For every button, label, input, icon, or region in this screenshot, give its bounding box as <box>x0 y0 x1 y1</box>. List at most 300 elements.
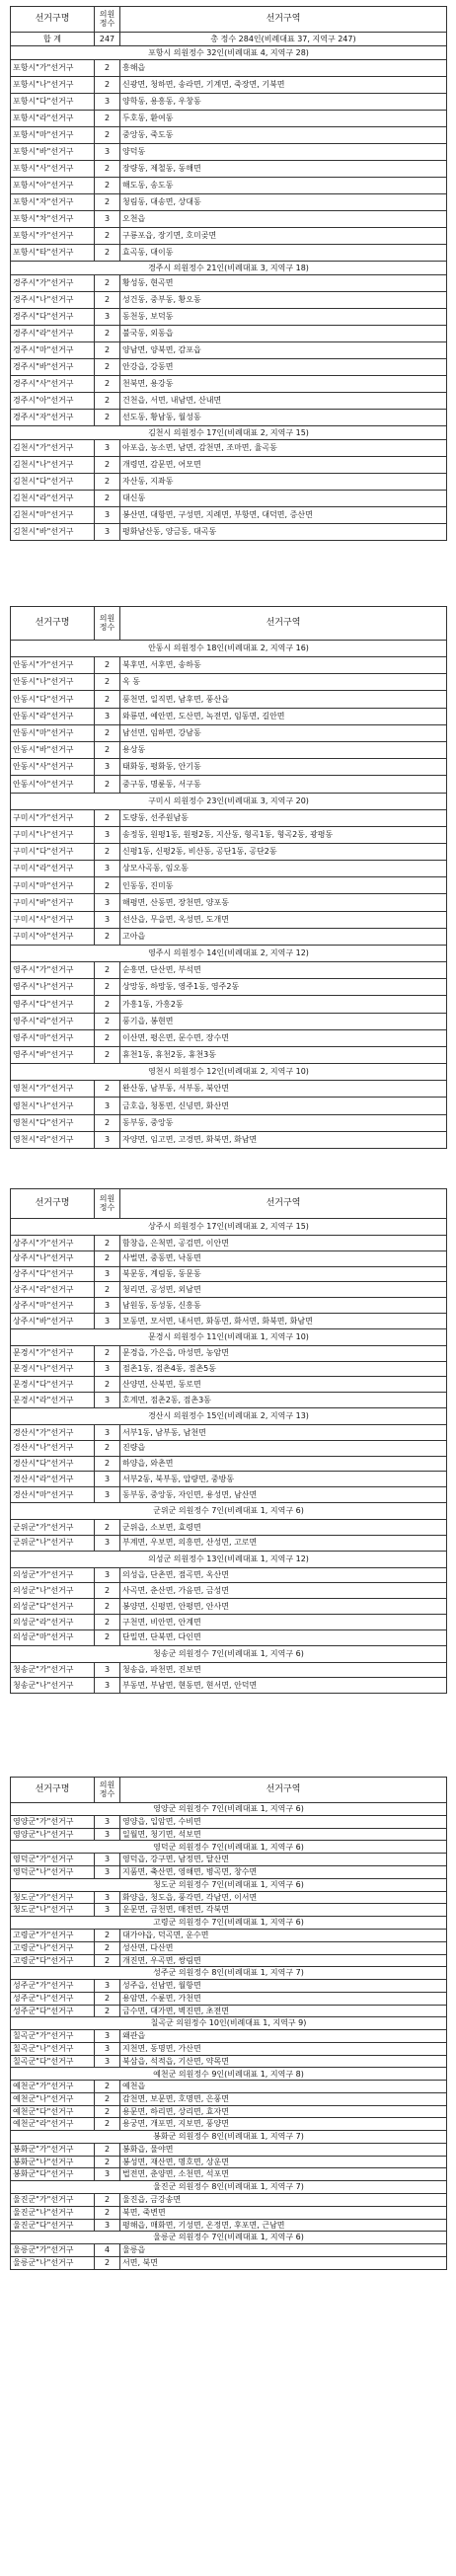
section-title: 상주시 의원정수 17인(비례대표 2, 지역구 15) <box>11 1219 447 1236</box>
table-row <box>11 440 447 457</box>
district-area: 지품면, 축산면, 영해면, 병곡면, 창수면 <box>120 1866 447 1879</box>
table-row <box>11 144 447 161</box>
table-row <box>11 1980 447 1993</box>
section-title: 예천군 의원정수 9인(비례대표 1, 지역구 8) <box>11 2068 447 2081</box>
district-name: 영주시"가"선거구 <box>11 962 95 979</box>
seat-count: 3 <box>95 1904 120 1917</box>
table-row <box>11 809 447 826</box>
header-seat-count: 의원정수 <box>95 1189 120 1219</box>
table-row <box>11 2118 447 2131</box>
table-row <box>11 979 447 996</box>
table-row <box>11 1930 447 1942</box>
table-row <box>11 1678 447 1694</box>
district-name: 김천시"라"선거구 <box>11 491 95 507</box>
seat-count: 3 <box>95 309 120 326</box>
table-row <box>11 1472 447 1487</box>
seat-count: 2 <box>95 245 120 262</box>
seat-count: 3 <box>95 1098 120 1114</box>
district-area: 용상동 <box>120 741 447 758</box>
district-area: 상망동, 하망동, 영주1동, 영주2동 <box>120 979 447 996</box>
section-row <box>11 1551 447 1567</box>
district-name: 포항시"다"선거구 <box>11 94 95 111</box>
table-row <box>11 877 447 894</box>
seat-count: 2 <box>95 60 120 77</box>
section-row <box>11 1645 447 1662</box>
section-row <box>11 641 447 657</box>
table-row <box>11 1298 447 1314</box>
district-area: 신평1동, 신평2동, 비산동, 공단1동, 공단2동 <box>120 843 447 860</box>
table-row <box>11 1941 447 1954</box>
table-row <box>11 962 447 979</box>
section-row <box>11 946 447 962</box>
district-area: 자산동, 지좌동 <box>120 474 447 491</box>
district-name: 경산시"마"선거구 <box>11 1487 95 1503</box>
district-area: 고아읍 <box>120 928 447 945</box>
table-row <box>11 1816 447 1829</box>
district-name: 의성군"가"선거구 <box>11 1567 95 1583</box>
header-district-area: 선거구역 <box>120 7 447 33</box>
district-area: 양덕동 <box>120 144 447 161</box>
district-name: 성주군"가"선거구 <box>11 1980 95 1993</box>
table-row <box>11 911 447 928</box>
district-area: 하양읍, 와촌면 <box>120 1456 447 1472</box>
seat-count: 2 <box>95 1236 120 1251</box>
district-name: 포항시"카"선거구 <box>11 228 95 245</box>
district-name: 포항시"나"선거구 <box>11 77 95 94</box>
district-name: 고령군"가"선거구 <box>11 1930 95 1942</box>
district-area: 진량읍 <box>120 1440 447 1456</box>
seat-count: 3 <box>95 2219 120 2232</box>
district-name: 경산시"다"선거구 <box>11 1456 95 1472</box>
district-area: 안강읍, 강동면 <box>120 359 447 376</box>
table-row <box>11 1662 447 1678</box>
seat-count: 2 <box>95 1456 120 1472</box>
section-title: 성주군 의원정수 8인(비례대표 1, 지역구 7) <box>11 1967 447 1980</box>
table-row <box>11 2194 447 2207</box>
section-title: 경주시 의원정수 21인(비례대표 3, 지역구 18) <box>11 262 447 275</box>
table-row <box>11 1904 447 1917</box>
table-row <box>11 524 447 541</box>
seat-count: 3 <box>95 708 120 724</box>
district-area: 평화남산동, 양금동, 대곡동 <box>120 524 447 541</box>
section-row <box>11 2232 447 2244</box>
table-row <box>11 724 447 741</box>
seat-count: 3 <box>95 1131 120 1148</box>
table-row <box>11 776 447 793</box>
district-name: 봉화군"나"선거구 <box>11 2156 95 2168</box>
summary-text: 총 정수 284인(비례대표 37, 지역구 247) <box>120 33 447 46</box>
district-name: 울릉군"나"선거구 <box>11 2256 95 2269</box>
header-seat-count: 의원정수 <box>95 1778 120 1803</box>
district-area: 신광면, 청하면, 송라면, 기계면, 죽장면, 기북면 <box>120 77 447 94</box>
section-row <box>11 2131 447 2144</box>
seat-count: 3 <box>95 1854 120 1866</box>
district-area: 성주읍, 선남면, 월항면 <box>120 1980 447 1993</box>
district-area: 서부1동, 남부동, 남천면 <box>120 1424 447 1440</box>
district-name: 포항시"라"선거구 <box>11 111 95 127</box>
table-row <box>11 127 447 144</box>
seat-count: 2 <box>95 1282 120 1298</box>
header-row <box>11 607 447 641</box>
seat-count: 2 <box>95 161 120 178</box>
seat-count: 2 <box>95 2256 120 2269</box>
district-area: 순흥면, 단산면, 부석면 <box>120 962 447 979</box>
seat-count: 2 <box>95 275 120 292</box>
table-row <box>11 1361 447 1377</box>
district-name: 상주시"나"선거구 <box>11 1250 95 1266</box>
section-title: 울진군 의원정수 8인(비례대표 1, 지역구 7) <box>11 2181 447 2194</box>
district-name: 포항시"차"선거구 <box>11 211 95 228</box>
table-row <box>11 759 447 776</box>
district-area: 동천동, 보덕동 <box>120 309 447 326</box>
section-row <box>11 46 447 60</box>
seat-count: 3 <box>95 911 120 928</box>
table-row <box>11 674 447 691</box>
table-row <box>11 211 447 228</box>
seat-count: 2 <box>95 1013 120 1029</box>
seat-count: 2 <box>95 2118 120 2131</box>
district-area: 모동면, 모서면, 내서면, 화동면, 화서면, 화북면, 화남면 <box>120 1313 447 1328</box>
section-title: 청송군 의원정수 7인(비례대표 1, 지역구 6) <box>11 1645 447 1662</box>
seat-count: 4 <box>95 2244 120 2257</box>
table-row <box>11 1583 447 1599</box>
district-area: 군위읍, 소보면, 효령면 <box>120 1519 447 1535</box>
district-area: 함창읍, 은척면, 공검면, 이안면 <box>120 1236 447 1251</box>
district-area: 부동면, 부남면, 현동면, 현서면, 안덕면 <box>120 1678 447 1694</box>
district-name: 안동시"바"선거구 <box>11 741 95 758</box>
district-name: 구미시"다"선거구 <box>11 843 95 860</box>
district-name: 김천시"다"선거구 <box>11 474 95 491</box>
district-area: 중구동, 명륜동, 서구동 <box>120 776 447 793</box>
district-area: 북면, 죽변면 <box>120 2206 447 2219</box>
summary-label: 합 계 <box>11 33 95 46</box>
seat-count: 2 <box>95 1440 120 1456</box>
district-name: 경주시"나"선거구 <box>11 292 95 309</box>
district-name: 군위군"가"선거구 <box>11 1519 95 1535</box>
district-area: 용궁면, 개포면, 지보면, 풍양면 <box>120 2118 447 2131</box>
section-title: 김천시 의원정수 17인(비례대표 2, 지역구 15) <box>11 426 447 440</box>
district-table-3 <box>10 1188 446 1694</box>
seat-count: 2 <box>95 1114 120 1131</box>
district-area: 청림동, 대송면, 상대동 <box>120 194 447 211</box>
district-area: 해평면, 산동면, 장천면, 양포동 <box>120 894 447 911</box>
table-row <box>11 2206 447 2219</box>
district-name: 경주시"가"선거구 <box>11 275 95 292</box>
seat-count: 2 <box>95 457 120 474</box>
section-row <box>11 1841 447 1854</box>
district-name: 울릉군"가"선거구 <box>11 2244 95 2257</box>
district-area: 점촌1동, 점촌4동, 점촌5동 <box>120 1361 447 1377</box>
district-name: 김천시"마"선거구 <box>11 507 95 524</box>
seat-count: 3 <box>95 1266 120 1282</box>
district-name: 안동시"사"선거구 <box>11 759 95 776</box>
seat-count: 2 <box>95 491 120 507</box>
table-row <box>11 1081 447 1098</box>
district-name: 울진군"가"선거구 <box>11 2194 95 2207</box>
section-title: 문경시 의원정수 11인(비례대표 1, 지역구 10) <box>11 1328 447 1345</box>
district-area: 사벌면, 중동면, 낙동면 <box>120 1250 447 1266</box>
table-row <box>11 359 447 376</box>
district-name: 영천시"나"선거구 <box>11 1098 95 1114</box>
section-title: 영덕군 의원정수 7인(비례대표 1, 지역구 6) <box>11 1841 447 1854</box>
district-name: 예천군"라"선거구 <box>11 2118 95 2131</box>
table-row <box>11 2256 447 2269</box>
seat-count: 2 <box>95 691 120 708</box>
seat-count: 3 <box>95 2168 120 2181</box>
seat-count: 2 <box>95 1941 120 1954</box>
district-area: 동부동, 중앙동, 자인면, 용성면, 남산면 <box>120 1487 447 1503</box>
district-name: 고령군"나"선거구 <box>11 1941 95 1954</box>
table-row <box>11 1440 447 1456</box>
table-row <box>11 194 447 211</box>
table-row <box>11 1266 447 1282</box>
table-row <box>11 1131 447 1148</box>
table-row <box>11 1992 447 2005</box>
seat-count: 3 <box>95 1487 120 1503</box>
district-name: 청도군"나"선거구 <box>11 1904 95 1917</box>
district-name: 구미시"아"선거구 <box>11 928 95 945</box>
district-area: 호계면, 점촌2동, 점촌3동 <box>120 1393 447 1408</box>
seat-count: 3 <box>95 1662 120 1678</box>
section-row <box>11 1917 447 1930</box>
seat-count: 2 <box>95 1029 120 1046</box>
section-title: 영양군 의원정수 7인(비례대표 1, 지역구 6) <box>11 1803 447 1816</box>
table-row <box>11 491 447 507</box>
table-row <box>11 1377 447 1393</box>
table-row <box>11 94 447 111</box>
table-row <box>11 2005 447 2017</box>
district-name: 경주시"마"선거구 <box>11 342 95 359</box>
district-area: 태화동, 평화동, 안기동 <box>120 759 447 776</box>
section-row <box>11 1328 447 1345</box>
district-grid <box>10 606 447 1149</box>
district-area: 풍천면, 일직면, 남후면, 풍산읍 <box>120 691 447 708</box>
district-area: 북삼읍, 석적읍, 기산면, 약목면 <box>120 2055 447 2068</box>
seat-count: 2 <box>95 724 120 741</box>
district-area: 영덕읍, 강구면, 남정면, 달산면 <box>120 1854 447 1866</box>
district-table-1 <box>10 6 446 541</box>
district-area: 천북면, 용강동 <box>120 376 447 393</box>
district-area: 대가야읍, 덕곡면, 운수면 <box>120 1930 447 1942</box>
table-row <box>11 1519 447 1535</box>
seat-count: 2 <box>95 2105 120 2118</box>
seat-count: 2 <box>95 178 120 194</box>
table-row <box>11 77 447 94</box>
district-name: 청송군"가"선거구 <box>11 1662 95 1678</box>
district-name: 예천군"나"선거구 <box>11 2093 95 2106</box>
table-row <box>11 2144 447 2157</box>
table-row <box>11 2219 447 2232</box>
district-area: 중앙동, 죽도동 <box>120 127 447 144</box>
district-area: 부계면, 우보면, 의흥면, 산성면, 고로면 <box>120 1535 447 1551</box>
district-name: 칠곡군"나"선거구 <box>11 2042 95 2055</box>
district-area: 북문동, 계림동, 동문동 <box>120 1266 447 1282</box>
seat-count: 3 <box>95 144 120 161</box>
table-row <box>11 1393 447 1408</box>
seat-count: 2 <box>95 657 120 674</box>
section-title: 청도군 의원정수 7인(비례대표 1, 지역구 6) <box>11 1878 447 1891</box>
district-name: 봉화군"다"선거구 <box>11 2168 95 2181</box>
table-row <box>11 2093 447 2106</box>
table-row <box>11 1854 447 1866</box>
seat-count: 2 <box>95 342 120 359</box>
district-area: 두호동, 환여동 <box>120 111 447 127</box>
district-area: 옥 동 <box>120 674 447 691</box>
seat-count: 2 <box>95 996 120 1013</box>
table-row <box>11 861 447 877</box>
seat-count: 3 <box>95 1828 120 1841</box>
seat-count: 3 <box>95 1980 120 1993</box>
seat-count: 2 <box>95 1046 120 1063</box>
seat-count: 2 <box>95 928 120 945</box>
district-area: 건천읍, 서면, 내남면, 산내면 <box>120 393 447 410</box>
district-name: 포항시"사"선거구 <box>11 161 95 178</box>
table-row <box>11 1954 447 1967</box>
district-name: 청도군"가"선거구 <box>11 1891 95 1904</box>
district-name: 청송군"나"선거구 <box>11 1678 95 1694</box>
seat-count: 2 <box>95 2144 120 2157</box>
district-area: 일월면, 청기면, 석보면 <box>120 1828 447 1841</box>
seat-count: 3 <box>95 440 120 457</box>
district-name: 포항시"바"선거구 <box>11 144 95 161</box>
district-name: 경주시"자"선거구 <box>11 410 95 426</box>
seat-count: 2 <box>95 2005 120 2017</box>
district-name: 의성군"마"선거구 <box>11 1629 95 1645</box>
district-area: 가흥1동, 가흥2동 <box>120 996 447 1013</box>
district-name: 경산시"라"선거구 <box>11 1472 95 1487</box>
seat-count: 2 <box>95 1345 120 1361</box>
district-area: 평해읍, 매화면, 기성면, 온정면, 후포면, 근남면 <box>120 2219 447 2232</box>
section-row <box>11 262 447 275</box>
district-area: 오천읍 <box>120 211 447 228</box>
district-name: 문경시"라"선거구 <box>11 1393 95 1408</box>
header-seat-count: 의원정수 <box>95 607 120 641</box>
district-name: 안동시"마"선거구 <box>11 724 95 741</box>
seat-count: 3 <box>95 94 120 111</box>
district-name: 포항시"마"선거구 <box>11 127 95 144</box>
table-row <box>11 1345 447 1361</box>
district-name: 포항시"가"선거구 <box>11 60 95 77</box>
district-name: 영양군"가"선거구 <box>11 1816 95 1829</box>
district-name: 안동시"다"선거구 <box>11 691 95 708</box>
seat-count: 2 <box>95 2206 120 2219</box>
district-area: 흥해읍 <box>120 60 447 77</box>
section-row <box>11 1064 447 1081</box>
district-area: 와룡면, 예안면, 도산면, 녹전면, 임동면, 길안면 <box>120 708 447 724</box>
seat-count: 3 <box>95 2030 120 2043</box>
table-row <box>11 1424 447 1440</box>
district-area: 상모사곡동, 임오동 <box>120 861 447 877</box>
seat-count: 2 <box>95 127 120 144</box>
section-title: 울릉군 의원정수 7인(비례대표 1, 지역구 6) <box>11 2232 447 2244</box>
table-row <box>11 2244 447 2257</box>
table-row <box>11 1046 447 1063</box>
district-name: 안동시"라"선거구 <box>11 708 95 724</box>
seat-count: 2 <box>95 474 120 491</box>
district-name: 봉화군"가"선거구 <box>11 2144 95 2157</box>
table-row <box>11 474 447 491</box>
seat-count: 3 <box>95 524 120 541</box>
seat-count: 2 <box>95 326 120 342</box>
seat-count: 3 <box>95 1816 120 1829</box>
district-name: 영천시"가"선거구 <box>11 1081 95 1098</box>
district-area: 울릉읍 <box>120 2244 447 2257</box>
district-area: 지천면, 동명면, 가산면 <box>120 2042 447 2055</box>
seat-count: 2 <box>95 2093 120 2106</box>
district-area: 화양읍, 청도읍, 풍각면, 각남면, 이서면 <box>120 1891 447 1904</box>
district-name: 칠곡군"다"선거구 <box>11 2055 95 2068</box>
header-district-area: 선거구역 <box>120 607 447 641</box>
district-name: 고령군"다"선거구 <box>11 1954 95 1967</box>
district-name: 영양군"나"선거구 <box>11 1828 95 1841</box>
section-row <box>11 426 447 440</box>
district-area: 서면, 북면 <box>120 2256 447 2269</box>
table-row <box>11 1013 447 1029</box>
table-row <box>11 826 447 843</box>
district-name: 영주시"마"선거구 <box>11 1029 95 1046</box>
seat-count: 2 <box>95 359 120 376</box>
district-name: 의성군"다"선거구 <box>11 1599 95 1615</box>
district-area: 이산면, 평은면, 문수면, 장수면 <box>120 1029 447 1046</box>
district-name: 영천시"다"선거구 <box>11 1114 95 1131</box>
seat-count: 2 <box>95 2081 120 2093</box>
seat-count: 3 <box>95 1393 120 1408</box>
district-grid <box>10 6 447 541</box>
district-name: 문경시"가"선거구 <box>11 1345 95 1361</box>
table-row <box>11 2055 447 2068</box>
district-name: 김천시"가"선거구 <box>11 440 95 457</box>
district-table-2 <box>10 606 446 1149</box>
summary-row <box>11 33 447 46</box>
section-title: 영천시 의원정수 12인(비례대표 2, 지역구 10) <box>11 1064 447 1081</box>
district-name: 경주시"라"선거구 <box>11 326 95 342</box>
summary-seats: 247 <box>95 33 120 46</box>
district-area: 불국동, 외동읍 <box>120 326 447 342</box>
district-name: 성주군"나"선거구 <box>11 1992 95 2005</box>
section-row <box>11 1803 447 1816</box>
district-area: 인동동, 진미동 <box>120 877 447 894</box>
header-district-name: 선거구명 <box>11 607 95 641</box>
district-area: 구천면, 비안면, 안계면 <box>120 1614 447 1629</box>
district-name: 군위군"나"선거구 <box>11 1535 95 1551</box>
table-row <box>11 691 447 708</box>
seat-count: 3 <box>95 1472 120 1487</box>
section-row <box>11 1502 447 1519</box>
seat-count: 3 <box>95 1866 120 1879</box>
district-area: 대신동 <box>120 491 447 507</box>
seat-count: 3 <box>95 759 120 776</box>
table-row <box>11 1282 447 1298</box>
seat-count: 2 <box>95 194 120 211</box>
header-district-area: 선거구역 <box>120 1189 447 1219</box>
header-row <box>11 1778 447 1803</box>
seat-count: 3 <box>95 1567 120 1583</box>
seat-count: 2 <box>95 776 120 793</box>
seat-count: 2 <box>95 1954 120 1967</box>
seat-count: 2 <box>95 1377 120 1393</box>
district-name: 의성군"라"선거구 <box>11 1614 95 1629</box>
table-row <box>11 843 447 860</box>
district-area: 봉양면, 신평면, 안평면, 안사면 <box>120 1599 447 1615</box>
table-row <box>11 228 447 245</box>
district-area: 효곡동, 대이동 <box>120 245 447 262</box>
district-area: 북후면, 서후면, 송하동 <box>120 657 447 674</box>
table-row <box>11 996 447 1013</box>
district-name: 영주시"라"선거구 <box>11 1013 95 1029</box>
seat-count: 2 <box>95 1250 120 1266</box>
table-row <box>11 1599 447 1615</box>
seat-count: 3 <box>95 1891 120 1904</box>
